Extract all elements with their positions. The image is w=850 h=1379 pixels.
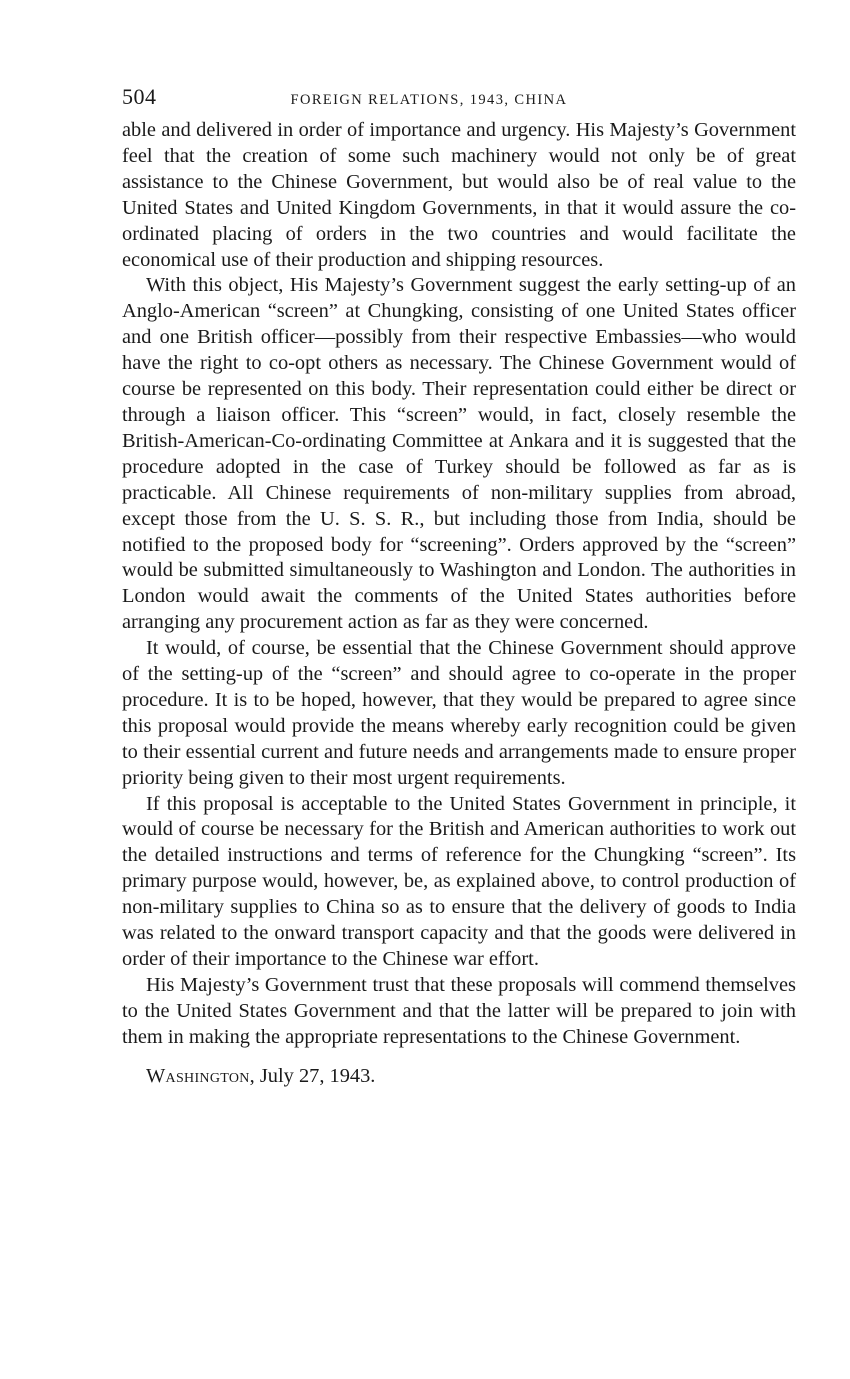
body-text (122, 118, 796, 1051)
paragraph-screen-proposal: With this object, His Majesty’s Government suggest the early setting-up of an Anglo-American “screen” at Chungking, consisting of one United States officer and one British officer—possibly from their respective Embassies—who would have the right to co-opt others as necessary. The Chinese Government would of course be represented on this body. Their representation could either be direct or through a liaison officer. This “screen” would, in fact, closely resemble the British-American-Co-ordinating Committee at Ankara and it is suggested that the procedure adopted in the case of Turkey should be followed as far as is practicable. All Chinese requirements of non-military supplies from abroad, except those from the U. S. S. R., but including those from India, should be notified to the proposed body for “screening”. Orders approved by the “screen” would be submitted simultaneously to Washington and London. The authorities in London would await the comments of the United States authorities before arranging any procurement action as far as they were concerned. (122, 274, 796, 634)
paragraph-instructions: If this proposal is acceptable to the United States Government in principle, it would of course be necessary for the British and American authorities to work out the detailed instructions and terms of reference for the Chungking “screen”. Its primary purpose would, however, be, as explained above, to control production of non-military supplies to China so as to ensure that the delivery of goods to India was related to the onward transport capacity and that the goods were delivered in order of their importance to the Chinese war effort. (122, 792, 796, 970)
paragraph-chinese-approval: It would, of course, be essential that the Chinese Government should approve of the setting-up of the “screen” and should agree to co-operate in the proper procedure. It is to be hoped, however, that they would be prepared to agree since this proposal would provide the means whereby early recognition could be given to their essential current and future needs and arrangements made to ensure proper priority being given to their most urgent requirements. (122, 637, 796, 789)
page-number: 504 (122, 84, 157, 109)
dateline-date: , July 27, 1943. (249, 1064, 376, 1087)
running-head (122, 84, 796, 118)
dateline-place: Washington (146, 1064, 250, 1087)
paragraph-closing: His Majesty’s Government trust that these proposals will commend themselves to the United States Government and that the latter will be prepared to join with them in making the appropriate representations to the Chinese Government. (122, 973, 796, 1048)
paragraph-continuation: able and delivered in order of importance and urgency. His Majesty’s Government feel that the creation of some such machinery would not only be of great assistance to the Chinese Government, but would also be of real value to the United States and United Kingdom Governments, in that it would assure the co-ordinated placing of orders in the two countries and would facilitate the economical use of their production and shipping resources. (122, 119, 796, 271)
running-title: FOREIGN RELATIONS, 1943, CHINA (290, 92, 568, 108)
document-page (122, 84, 796, 1090)
dateline (122, 1064, 796, 1090)
